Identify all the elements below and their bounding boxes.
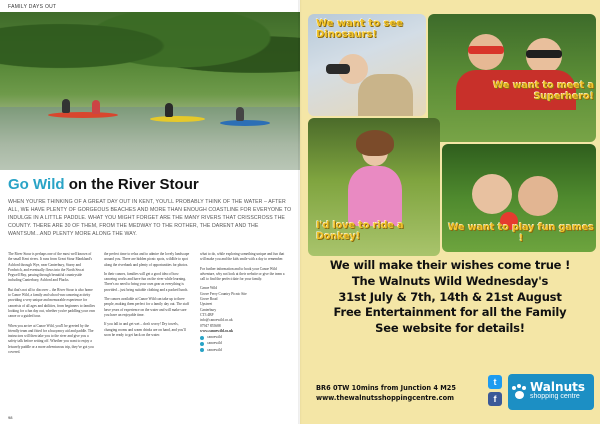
social-handle: canoewild	[207, 347, 222, 352]
paragraph: For further information and to book your Canoe Wild adventure, why not look at their website or give the team a call to find the perfect date for your family.	[200, 266, 285, 282]
website-link[interactable]: www.thewalnutsshoppingcentre.com	[316, 394, 454, 402]
article-title	[8, 176, 199, 193]
paragraph: In their canoes, families will get a good idea of how canoeing works and have fun on the river while learning. There's no need to bring your own gear as everything is provided – just bring suitable clothing and a packed lunch.	[104, 271, 189, 292]
headline-line: See website for details!	[375, 321, 525, 336]
contact-line: Grove Ferry Country Picnic Site	[200, 291, 247, 296]
mask-icon	[526, 50, 562, 58]
contact-email[interactable]: info@canoewild.co.uk	[200, 318, 233, 323]
social-twitter[interactable]	[200, 341, 288, 346]
facebook-icon[interactable]: f	[488, 392, 502, 406]
binoculars-icon	[326, 64, 350, 74]
paragraph: When you arrive at Canoe Wild, you'll be greeted by the friendly team and fitted for a buoyancy aid and paddle. The instructors will then take you to the river and give you a safety talk before setting off. Whether you want to enjoy a leisurely paddle or a more adventurous trip, they've got you covered.	[8, 323, 94, 355]
title-accent: Go Wild	[8, 176, 65, 193]
paragraph: But that's not all to discover – the River Stour is also home to Canoe Wild, a family and school-run canoeing activity providing a very unique and memorable experience for canoeists of all ages and abilities, from beginners to families looking for a fun day out, whether you're paddling your own canoe or a guided tour.	[8, 287, 96, 319]
river	[0, 107, 300, 170]
paddler	[92, 100, 100, 114]
social-icons	[488, 375, 504, 409]
section-header: FAMILY DAYS OUT	[8, 4, 57, 10]
pink-dress	[348, 166, 402, 226]
title-rest: on the River Stour	[64, 176, 199, 193]
child-face	[518, 176, 558, 216]
contact-line: Canoe Wild	[200, 286, 218, 291]
paddler	[62, 99, 70, 113]
article-body	[8, 252, 298, 412]
paragraph: If you fall in and get wet – don't worry! Dry towels, changing rooms and warm drinks are on hand, and you'll soon be ready to get back on the water.	[104, 322, 186, 337]
page-number: 98	[8, 415, 13, 420]
kayak	[220, 120, 270, 126]
kayak	[150, 116, 205, 122]
logo-name: Walnuts	[530, 380, 585, 394]
contact-line: Canterbury	[200, 307, 217, 312]
mask-icon	[468, 46, 504, 54]
column-1	[8, 252, 96, 359]
walnuts-logo	[508, 374, 594, 410]
paragraph: what to do, while exploring something unique and fun that will make you and the kids smile with a day to remember.	[200, 252, 285, 262]
paragraph: The River Stour is perhaps one of the most well known of the small Kent rivers. It runs from Great Stour Mankland's Ashford through Wye, near Canterbury, Sturry and Fordwich, and eventually flows into the North Sea at Pegwell Bay, passing through beautiful countryside including Canterbury, Ashford and Plucks.	[8, 252, 93, 283]
social-handle: canoewild	[207, 341, 222, 346]
contact-line: Upstreet	[200, 302, 213, 307]
page-gutter	[298, 0, 302, 424]
headline-line: We will make their wishes come true !	[329, 258, 571, 272]
caption-dinosaurs: We want to see Dinosaurs!	[316, 18, 403, 40]
location: BR6 0TW 10mins from Junction 4 M25	[316, 384, 456, 392]
child-face	[472, 174, 512, 214]
social-facebook[interactable]	[200, 335, 288, 340]
headline-line: Free Entertainment for all the Family	[333, 305, 567, 320]
twitter-icon[interactable]: t	[488, 375, 502, 389]
trees	[0, 12, 300, 97]
column-2	[104, 252, 192, 342]
superhero-kids-photo	[428, 14, 596, 142]
paw-icon	[511, 384, 527, 400]
instagram-icon	[200, 348, 204, 352]
paddler	[165, 103, 173, 117]
caption-superhero: We want to meet a Superhero!	[492, 80, 594, 102]
social-handle: canoewild	[207, 335, 222, 340]
social-instagram[interactable]	[200, 348, 288, 353]
paddler	[236, 107, 244, 121]
adult-figure	[358, 74, 413, 116]
paragraph: the perfect time to relax and to admire the lovely landscape around you. There are hidden picnic spots, wildlife to spot along the riverbank and plenty of opportunities for photos.	[104, 252, 190, 267]
address-block	[316, 383, 482, 403]
twitter-icon	[200, 342, 204, 346]
kayak	[48, 112, 118, 118]
contact-phone: 07947 855688	[200, 323, 221, 328]
caption-donkey: I'd love to ride a Donkey!	[316, 220, 404, 242]
contact-block	[200, 286, 288, 353]
headline-line: 31st July & 7th, 14th & 21st August	[338, 289, 562, 304]
facebook-icon	[200, 336, 204, 340]
contact-line: Grove Road	[200, 297, 218, 302]
paragraph: The canoes available at Canoe Wild can take up to three people, making them perfect for a family day out. The staff have years of experience on the water and will make sure you have an enjoyable time.	[104, 297, 190, 317]
column-3	[200, 252, 288, 353]
contact-website[interactable]: www.canoewild.co.uk	[200, 328, 234, 333]
standfirst: WHEN YOU'RE THINKING OF A GREAT DAY OUT IN KENT, YOU'LL PROBABLY THINK OF THE WATER – AFTER ALL, WE HAVE PLENTY OF GORGEOUS BEACHES AND MORE THAN ENOUGH COASTLINE FOR EVERYONE TO INDULGE IN A LITTLE PADDLE. WHAT YOU MIGHT FORGET ARE THE MANY RIVERS THAT CRISSCROSS THE COUNTY. THERE ARE 30 OF THEM, FROM THE MEDWAY TO THE ROTHER, THE DARENT AND THE WANTSUM...AND PLENTY MORE ALONG THE WAY.	[8, 199, 292, 237]
kayaking-photo	[0, 12, 300, 170]
promo-headline	[304, 258, 596, 337]
hair	[356, 130, 394, 156]
caption-games: We want to play fun games !	[448, 222, 594, 244]
logo-text	[530, 382, 585, 402]
logo-tagline: shopping centre	[530, 393, 580, 400]
headline-line: The Walnuts Wild Wednesday's	[351, 273, 549, 288]
contact-line: CT3 4BP	[200, 312, 214, 317]
